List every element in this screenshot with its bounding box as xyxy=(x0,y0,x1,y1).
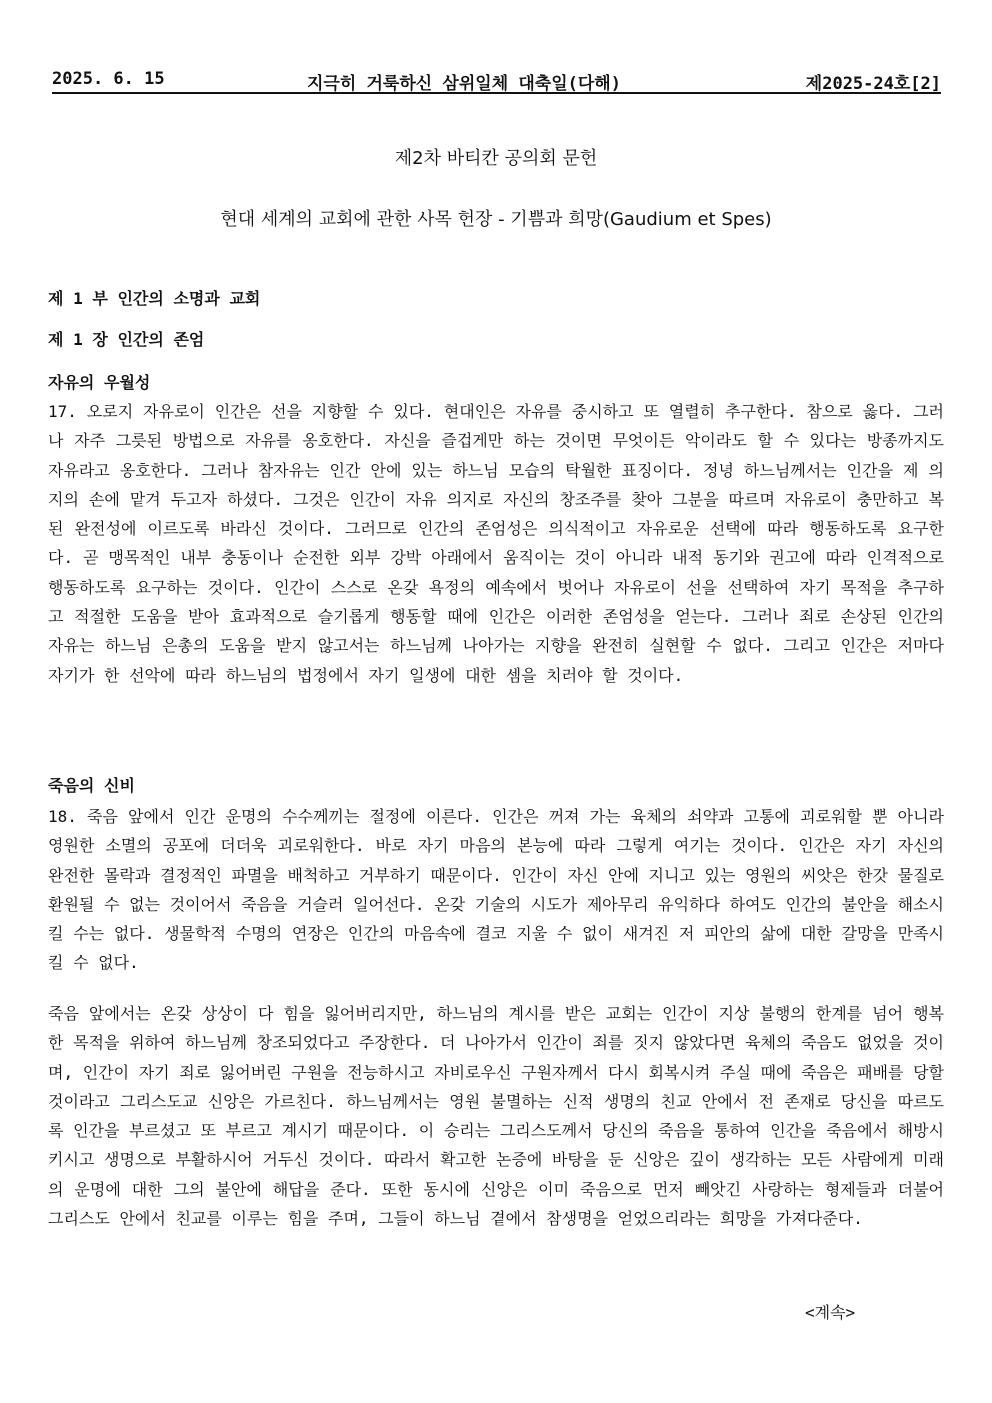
document-subtitle: 현대 세계의 교회에 관한 사목 헌장 - 기쁨과 희망(Gaudium et Spes) xyxy=(220,209,772,230)
document-title: 제2차 바티칸 공의회 문헌 xyxy=(394,148,598,169)
header-title: 지극히 거룩하신 삼위일체 대축일(다해) xyxy=(307,74,621,94)
chapter-heading: 제 1 장 인간의 존엄 xyxy=(48,330,205,349)
header-date: 2025. 6. 15 xyxy=(52,69,165,89)
subheading-freedom: 자유의 우월성 xyxy=(48,373,151,392)
header-issue: 제2025-24호[2] xyxy=(805,74,941,94)
paragraph-18-continued: 죽음 앞에서는 온갖 상상이 다 힘을 잃어버리지만, 하느님의 계시를 받은 교회는 인간이 지상 불행의 한계를 넘어 행복한 목적을 위하여 하느님께 창조되었다고 주장한다. 더 나아가서 인간이 죄를 짓지 않았다면 육체의 죽음도 없었을 것이며, 인간이 자기 죄로 잃어버린 구원을 전능하시고 자비로우신 구원자께서 다시 회복시켜 주실 때에 죽음은 패배를 당할 것이라고 그리스도교 신앙은 가르친다. 하느님께서는 영원 불멸하는 신적 생명의 친교 안에서 전 존재로 당신을 따르도록 인간을 부르셨고 또 부르고 계시기 때문이다. 이 승리는 그리스도께서 당신의 죽음을 통하여 인간을 죽음에서 해방시키시고 생명으로 부활하시어 거두신 것이다. 따라서 확고한 논증에 바탕을 둔 신앙은 깊이 생각하는 모든 사람에게 미래의 운명에 대한 그의 불안에 해답을 준다. 또한 동시에 신앙은 이미 죽음으로 먼저 빼앗긴 사랑하는 형제들과 더불어 그리스도 안에서 친교를 이루는 힘을 주며, 그들이 하느님 곁에서 참생명을 얻었으리라는 희망을 가져다준다. xyxy=(48,1004,945,1229)
paragraph-17: 17. 오로지 자유로이 인간은 선을 지향할 수 있다. 현대인은 자유를 중시하고 또 열렬히 추구한다. 참으로 옳다. 그러나 자주 그릇된 방법으로 자유를 옹호한다. 자신을 즐겁게만 하는 것이면 무엇이든 악이라도 할 수 있다는 방종까지도 자유라고 옹호한다. 그러나 참자유는 인간 안에 있는 하느님 모습의 탁월한 표징이다. 정녕 하느님께서는 인간을 제 의지의 손에 맡겨 두고자 하셨다. 그것은 인간이 자유 의지로 자신의 창조주를 찾아 그분을 따르며 자유로이 충만하고 복된 완전성에 이르도록 바라신 것이다. 그러므로 인간의 존엄성은 의식적이고 자유로운 선택에 따라 행동하도록 요구한다. 곧 맹목적인 내부 충동이나 순전한 외부 강박 아래에서 움직이는 것이 아니라 내적 동기와 권고에 따라 인격적으로 행동하도록 요구하는 것이다. 인간이 스스로 온갖 욕정의 예속에서 벗어나 자유로이 선을 선택하여 자기 목적을 추구하고 적절한 도움을 받아 효과적으로 슬기롭게 행동할 때에 인간은 이러한 존엄성을 얻는다. 그러나 죄로 손상된 인간의 자유는 하느님 은총의 도움을 받지 않고서는 하느님께 나아가는 지향을 완전히 실현할 수 없다. 그리고 인간은 저마다 자기가 한 선악에 따라 하느님의 법정에서 자기 일생에 대한 셈을 치러야 할 것이다. xyxy=(48,402,944,685)
page-header xyxy=(52,66,941,94)
part-heading: 제 1 부 인간의 소명과 교회 xyxy=(48,289,261,308)
subheading-death: 죽음의 신비 xyxy=(48,776,135,795)
paragraph-18: 18. 죽음 앞에서 인간 운명의 수수께끼는 절정에 이른다. 인간은 꺼져 가는 육체의 쇠약과 고통에 괴로워할 뿐 아니라 영원한 소멸의 공포에 더더욱 괴로워한다. 바로 자기 마음의 본능에 따라 그렇게 여기는 것이다. 인간은 자기 자신의 완전한 몰락과 결정적인 파멸을 배척하고 거부하기 때문이다. 인간이 자신 안에 지니고 있는 영원의 씨앗은 한갓 물질로 환원될 수 없는 것이어서 죽음을 거슬러 일어선다. 온갖 기술의 시도가 제아무리 유익하다 하여도 인간의 불안을 해소시킬 수는 없다. 생물학적 수명의 연장은 인간의 마음속에 결코 지울 수 없이 새겨진 저 피안의 삶에 대한 갈망을 만족시킬 수 없다. xyxy=(48,807,945,973)
continued-label: <계속> xyxy=(805,1303,856,1322)
